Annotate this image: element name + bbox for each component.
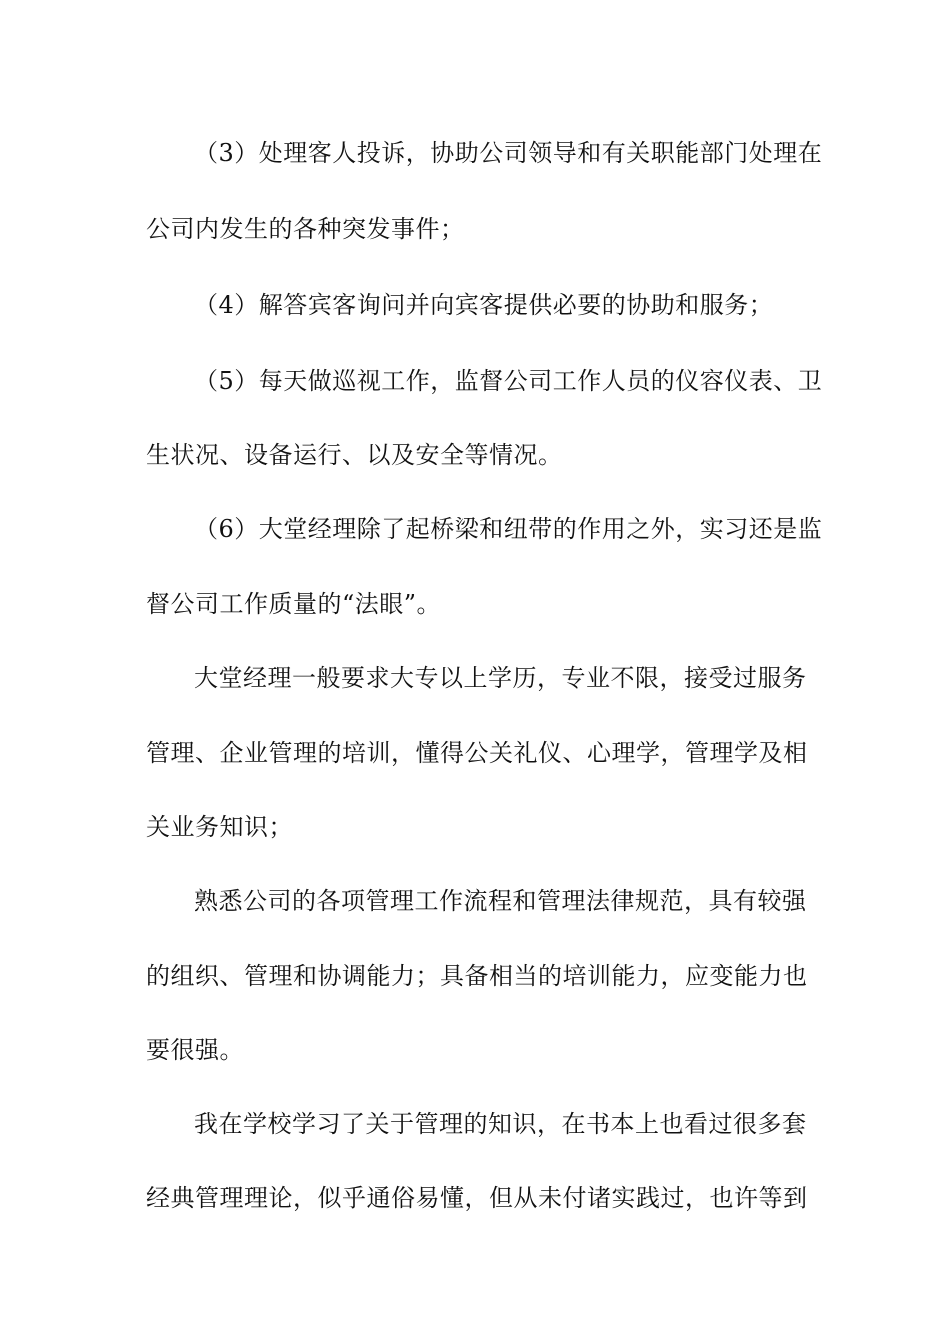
- text-line: 管理、企业管理的培训，懂得公关礼仪、心理学，管理学及相: [146, 739, 808, 767]
- text-line: （6）大堂经理除了起桥梁和纽带的作用之外，实习还是监: [194, 515, 823, 543]
- text-line: （4）解答宾客询问并向宾客提供必要的协助和服务；: [194, 291, 774, 319]
- text-line: 的组织、管理和协调能力；具备相当的培训能力，应变能力也: [146, 962, 808, 990]
- text-line: 生状况、设备运行、以及安全等情况。: [146, 441, 563, 469]
- text-line: （5）每天做巡视工作，监督公司工作人员的仪容仪表、卫: [194, 367, 823, 395]
- text-line: 我在学校学习了关于管理的知识，在书本上也看过很多套: [194, 1110, 807, 1138]
- text-line: 公司内发生的各种突发事件；: [146, 215, 465, 243]
- text-line: 大堂经理一般要求大专以上学历，专业不限，接受过服务: [194, 664, 807, 692]
- text-line: 督公司工作质量的“法眼”。: [146, 590, 442, 618]
- text-line: 熟悉公司的各项管理工作流程和管理法律规范，具有较强: [194, 887, 807, 915]
- text-line: （3）处理客人投诉，协助公司领导和有关职能部门处理在: [194, 139, 823, 167]
- text-line: 要很强。: [146, 1036, 244, 1064]
- text-line: 关业务知识；: [146, 813, 293, 841]
- text-line: 经典管理理论，似乎通俗易懂，但从未付诸实践过，也许等到: [146, 1184, 808, 1212]
